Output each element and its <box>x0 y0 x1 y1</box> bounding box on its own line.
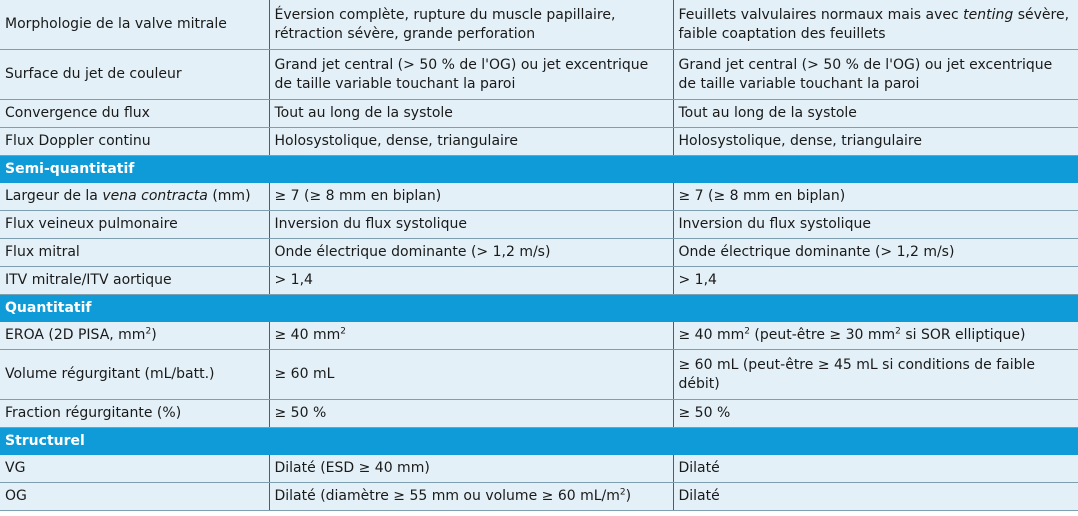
value-cell-a: Holosystolique, dense, triangulaire <box>269 128 673 156</box>
table-row <box>0 50 1078 100</box>
value-cell-b: Onde électrique dominante (> 1,2 m/s) <box>673 239 1078 267</box>
value-cell-a: ≥ 40 $mm^2$ <box>269 322 673 350</box>
value-cell-b: ≥ 7 (≥ 8 mm en biplan) <box>673 183 1078 211</box>
criterion-cell: Morphologie de la valve mitrale <box>0 0 269 50</box>
section-title: Structurel <box>0 428 1078 455</box>
criterion-cell: ITV mitrale/ITV aortique <box>0 267 269 295</box>
value-cell-a: ≥ 50 % <box>269 400 673 428</box>
table-row <box>0 483 1078 511</box>
criterion-cell: Flux Doppler continu <box>0 128 269 156</box>
criterion-cell: Volume régurgitant (mL/batt.) <box>0 350 269 400</box>
value-cell-b: Feuillets valvulaires normaux mais avec tenting sévère, faible coaptation des feuillets <box>673 0 1078 50</box>
value-cell-a: ≥ 7 (≥ 8 mm en biplan) <box>269 183 673 211</box>
table-row <box>0 400 1078 428</box>
value-cell-b: Inversion du flux systolique <box>673 211 1078 239</box>
section-header <box>0 156 1078 183</box>
table-row <box>0 267 1078 295</box>
value-cell-a: Dilaté (ESD ≥ 40 mm) <box>269 455 673 483</box>
table-row <box>0 183 1078 211</box>
value-cell-a: ≥ 60 mL <box>269 350 673 400</box>
value-cell-b: Dilaté <box>673 483 1078 511</box>
value-cell-b: Dilaté <box>673 455 1078 483</box>
table-row <box>0 100 1078 128</box>
value-cell-b: Tout au long de la systole <box>673 100 1078 128</box>
value-cell-b: Holosystolique, dense, triangulaire <box>673 128 1078 156</box>
table-row <box>0 239 1078 267</box>
value-cell-a: Onde électrique dominante (> 1,2 m/s) <box>269 239 673 267</box>
criterion-cell: VG <box>0 455 269 483</box>
value-cell-b: ≥ 40 $mm^2$ (peut-être ≥ 30 $mm^2$ si SOR elliptique) <box>673 322 1078 350</box>
criterion-cell: Convergence du flux <box>0 100 269 128</box>
table-row <box>0 455 1078 483</box>
value-cell-b: ≥ 50 % <box>673 400 1078 428</box>
table-row <box>0 128 1078 156</box>
section-header <box>0 295 1078 322</box>
section-header <box>0 428 1078 455</box>
value-cell-a: Tout au long de la systole <box>269 100 673 128</box>
criterion-cell: OG <box>0 483 269 511</box>
criterion-cell: Flux mitral <box>0 239 269 267</box>
table-row <box>0 322 1078 350</box>
section-title: Semi-quantitatif <box>0 156 1078 183</box>
value-cell-a: Inversion du flux systolique <box>269 211 673 239</box>
value-cell-a: > 1,4 <box>269 267 673 295</box>
criterion-cell: Surface du jet de couleur <box>0 50 269 100</box>
table-row <box>0 350 1078 400</box>
value-cell-a: Éversion complète, rupture du muscle papillaire, rétraction sévère, grande perforation <box>269 0 673 50</box>
table-row <box>0 211 1078 239</box>
value-cell-b: Grand jet central (> 50 % de l'OG) ou jet excentrique de taille variable touchant la paroi <box>673 50 1078 100</box>
criterion-cell: Fraction régurgitante (%) <box>0 400 269 428</box>
value-cell-a: Grand jet central (> 50 % de l'OG) ou jet excentrique de taille variable touchant la paroi <box>269 50 673 100</box>
value-cell-a: Dilaté (diamètre ≥ 55 mm ou volume ≥ 60 $mL/m^2$) <box>269 483 673 511</box>
table-row <box>0 0 1078 50</box>
value-cell-b: ≥ 60 mL (peut-être ≥ 45 mL si conditions de faible débit) <box>673 350 1078 400</box>
value-cell-b: > 1,4 <box>673 267 1078 295</box>
criterion-cell: Largeur de la vena contracta (mm) <box>0 183 269 211</box>
criterion-cell: Flux veineux pulmonaire <box>0 211 269 239</box>
criterion-cell: EROA (2D PISA, $mm^2$) <box>0 322 269 350</box>
section-title: Quantitatif <box>0 295 1078 322</box>
